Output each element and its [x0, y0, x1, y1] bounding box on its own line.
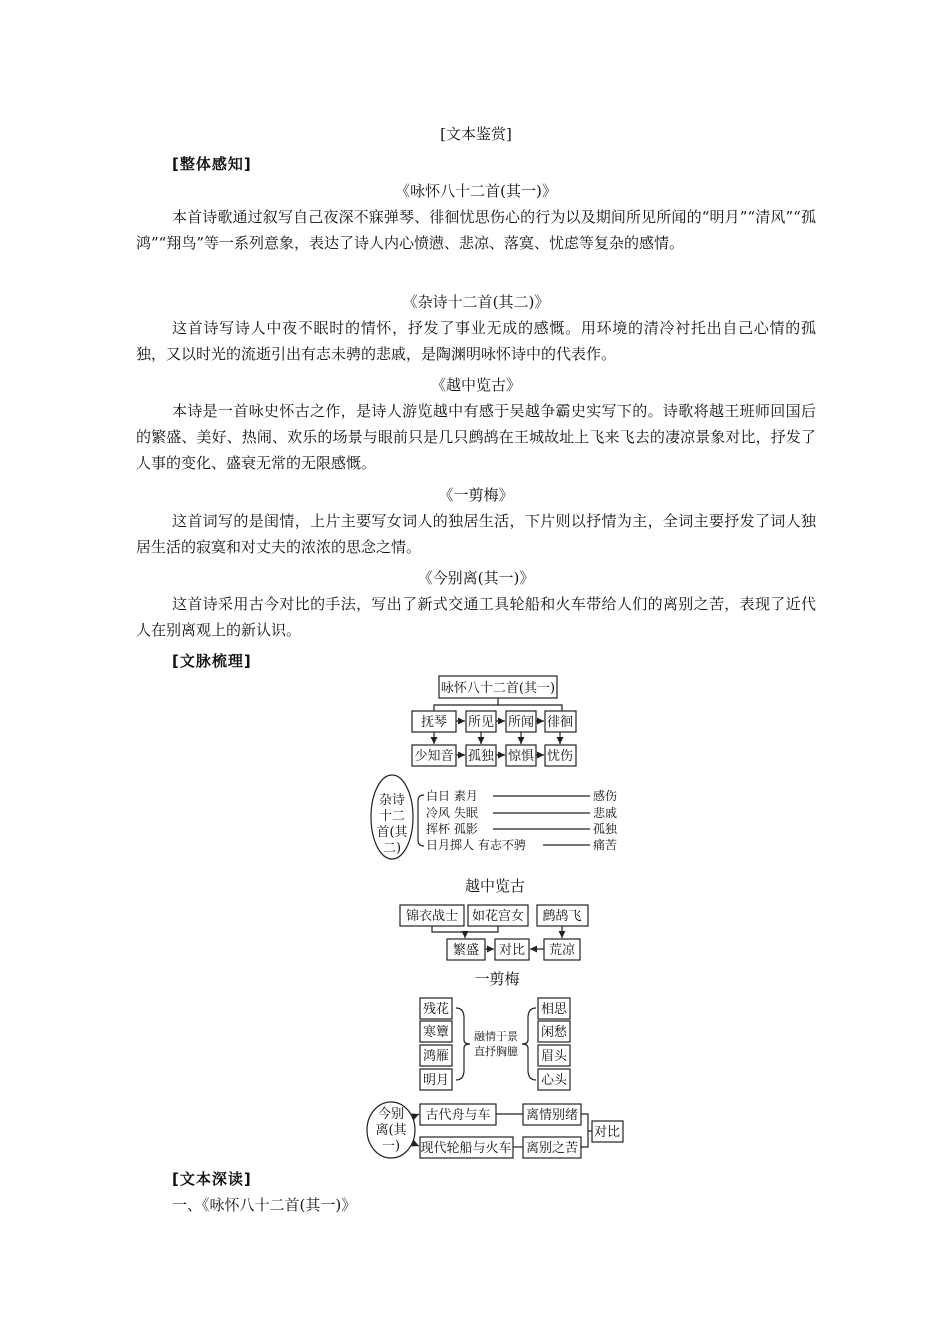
yuezhong-title: 越中览古 — [464, 877, 526, 895]
zashi-row-4-left: 日月掷人 有志不骋 — [426, 838, 526, 852]
poem-text-2: 这首诗写诗人中夜不眠时的情怀，抒发了事业无成的感慨。用环境的清冷衬托出自己心情的孤独，又以时光的流逝引出有志未骋的悲戚，是陶渊明咏怀诗中的代表作。 — [136, 319, 816, 363]
poem-title-1: 《咏怀八十二首(其一)》 — [395, 182, 557, 200]
yijianmei-right-4: 心头 — [540, 1073, 568, 1088]
zashi-label-2: 十二 — [378, 809, 406, 824]
jinbieli-row-1-b: 离情别绪 — [525, 1108, 579, 1123]
yijianmei-right-1: 相思 — [540, 1002, 568, 1017]
yuezhong-box-1: 锦衣战士 — [405, 909, 459, 924]
jinbieli-row-2-b: 离别之苦 — [525, 1141, 579, 1156]
yijianmei-center-2: 直抒胸臆 — [474, 1045, 518, 1058]
yijianmei-title: 一剪梅 — [474, 970, 520, 988]
diagram-jinbieli — [367, 1102, 623, 1158]
yonghuai-bottom-2: 孤独 — [467, 749, 495, 764]
yuezhong-box-2: 如花宫女 — [471, 909, 525, 924]
section-overall: [整体感知] — [172, 155, 252, 173]
jinbieli-label-3: 一) — [381, 1139, 401, 1154]
diagram-yonghuai — [412, 676, 576, 766]
diagram-yuezhong — [400, 877, 588, 960]
yonghuai-bottom-4: 忧伤 — [546, 749, 574, 764]
poem-text-5: 这首诗采用古今对比的手法，写出了新式交通工具轮船和火车带给人们的离别之苦，表现了近代人在别离观上的新认识。 — [136, 595, 816, 639]
yijianmei-center-1: 融情于景 — [474, 1030, 518, 1043]
zashi-row-4-right: 痛苦 — [593, 838, 618, 852]
yijianmei-right-3: 眉头 — [540, 1049, 568, 1064]
yijianmei-left-2: 寒簟 — [422, 1025, 450, 1040]
poem-text-4: 这首词写的是闺情，上片主要写女词人的独居生活，下片则以抒情为主，全词主要抒发了词人独居生活的寂寞和对丈夫的浓浓的思念之情。 — [136, 512, 816, 556]
yuezhong-box-3: 鹧鸪飞 — [542, 909, 582, 924]
section-deep: [文本深读] — [172, 1170, 252, 1188]
yonghuai-title: 咏怀八十二首(其一) — [440, 681, 556, 696]
poem-title-4: 《一剪梅》 — [438, 486, 514, 504]
yonghuai-top-2: 所见 — [467, 715, 495, 730]
yonghuai-bottom-1: 少知音 — [414, 749, 454, 764]
poem-title-3: 《越中览古》 — [430, 376, 521, 394]
jinbieli-label-2: 离(其 — [375, 1123, 407, 1138]
diagram-zashi — [371, 775, 618, 859]
zashi-row-3-left: 挥杯 孤影 — [426, 822, 478, 836]
poem-title-2: 《杂诗十二首(其二)》 — [402, 293, 550, 311]
yonghuai-bottom-3: 惊惧 — [507, 749, 535, 764]
yijianmei-left-3: 鸿雁 — [422, 1049, 450, 1064]
yijianmei-right-2: 闲愁 — [540, 1025, 568, 1040]
zashi-label-3: 首(其 — [376, 825, 408, 840]
zashi-row-2-right: 悲戚 — [593, 806, 618, 820]
yuezhong-flow-1: 繁盛 — [452, 943, 480, 958]
zashi-row-1-left: 白日 素月 — [426, 789, 478, 803]
zashi-label-4: 二) — [382, 841, 402, 856]
zashi-row-3-right: 孤独 — [593, 822, 618, 836]
diagram-yijianmei — [420, 970, 570, 1090]
poem-text-3: 本诗是一首咏史怀古之作，是诗人游览越中有感于吴越争霸史实写下的。诗歌将越王班师回国后的繁盛、美好、热闹、欢乐的场景与眼前只是几只鹧鸪在王城故址上飞来飞去的凄凉景象对比，抒发了人事的变化、盛衰无常的无限感慨。 — [136, 402, 816, 472]
page-header: [文本鉴赏] — [440, 125, 512, 143]
jinbieli-result: 对比 — [593, 1125, 621, 1140]
poem-text-1: 本首诗歌通过叙写自己夜深不寐弹琴、徘徊忧思伤心的行为以及期间所见所闻的“明月”“清风”“孤鸿”“翔鸟”等一系列意象，表达了诗人内心愤懑、悲凉、落寞、忧虑等复杂的感情。 — [136, 208, 816, 252]
jinbieli-label-1: 今别 — [377, 1107, 405, 1122]
zashi-label-1: 杂诗 — [378, 793, 406, 808]
yuezhong-flow-2: 对比 — [498, 943, 526, 958]
section-structure: [文脉梳理] — [172, 652, 252, 670]
yijianmei-left-4: 明月 — [422, 1073, 450, 1088]
yonghuai-top-4: 徘徊 — [546, 715, 574, 730]
zashi-row-1-right: 感伤 — [593, 789, 618, 803]
deep-first-heading: 一、《咏怀八十二首(其一)》 — [172, 1196, 357, 1214]
poem-title-5: 《今别离(其一)》 — [417, 569, 535, 587]
zashi-row-2-left: 冷风 失眠 — [426, 806, 478, 820]
yonghuai-top-1: 抚琴 — [420, 715, 448, 730]
jinbieli-row-1-a: 古代舟与车 — [425, 1108, 491, 1123]
jinbieli-row-2-a: 现代轮船与火车 — [420, 1141, 512, 1156]
yuezhong-flow-3: 荒凉 — [548, 943, 576, 958]
yijianmei-left-1: 残花 — [422, 1002, 450, 1017]
yonghuai-top-3: 所闻 — [507, 715, 535, 730]
